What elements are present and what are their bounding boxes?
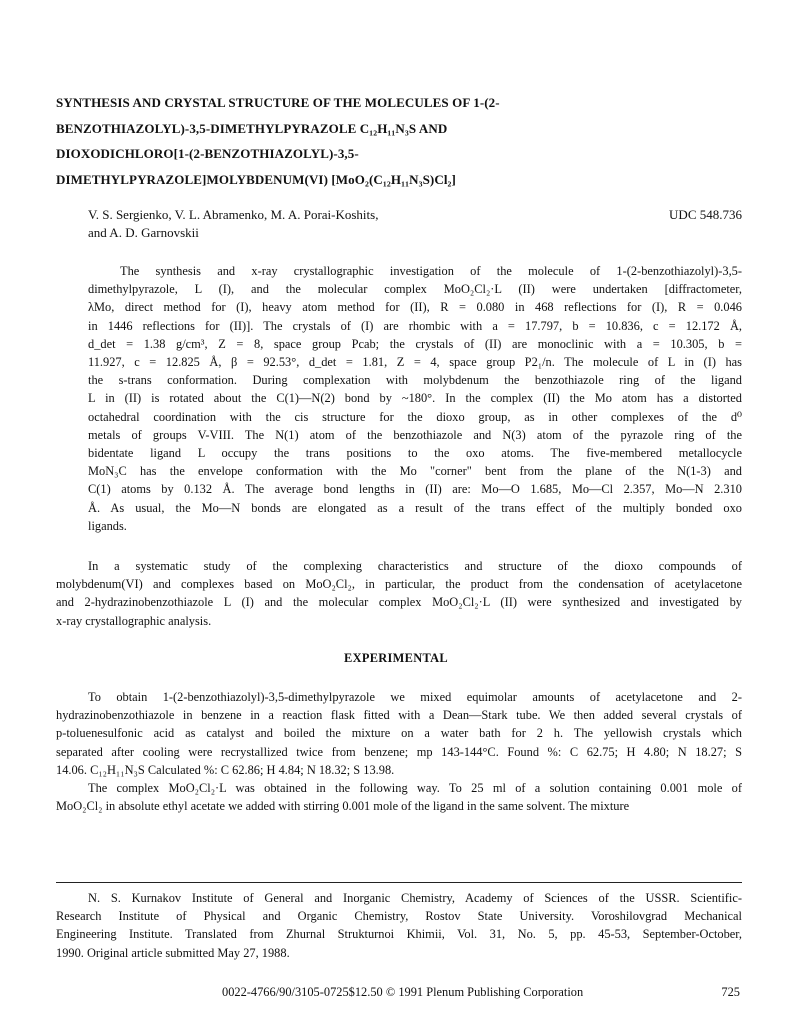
author-list xyxy=(88,206,378,242)
footnote-line: Research Institute of Physical and Organic Chemistry, Rostov State University. Voroshilovgrad Mechanical xyxy=(56,909,742,924)
abstract-line: λMo, direct method for (I), heavy atom method for (II), R = 0.080 in 468 reflections for (I), R = 0.046 xyxy=(88,300,742,315)
experimental-text xyxy=(56,688,742,815)
body-line: In a systematic study of the complexing characteristics and structure of the dioxo compounds of xyxy=(88,559,742,573)
body-line: and 2-hydrazinobenzothiazole L (I) and the molecular complex MoO₂Cl₂·L (II) were synthesized and investigated by xyxy=(56,595,742,610)
footnote xyxy=(56,889,742,962)
abstract-line: the s-trans conformation. During complexation with molybdenum the benzothiazole ring of the ligand xyxy=(88,373,742,388)
abstract-line: L in (II) is rotated about the C(1)—N(2) bond by ~180°. In the complex (II) the Mo atom has a distorted xyxy=(88,391,742,406)
abstract-line: MoN₃C has the envelope conformation with the Mo "corner" bent from the plane of the N(1-3) and xyxy=(88,464,742,479)
abstract-line: metals of groups V-VIII. The N(1) atom of the benzothiazole and N(3) atom of the pyrazole ring of the xyxy=(88,427,742,442)
issn-copyright: 0022-4766/90/3105-0725$12.50 © 1991 Plenum Publishing Corporation xyxy=(222,985,584,999)
title-line: DIMETHYLPYRAZOLE]MOLYBDENUM(VI) [MoO₂(C₁₂H₁₁N₃S)Cl₂] xyxy=(56,171,456,187)
article-title xyxy=(56,90,746,192)
body-line: molybdenum(VI) and complexes based on MoO₂Cl₂, in particular, the product from the condensation of acetylacetone xyxy=(56,577,742,592)
author-line: and A. D. Garnovskii xyxy=(88,225,199,240)
footnote-line: 1990. Original article submitted May 27, 1988. xyxy=(56,945,290,960)
title-line: DIOXODICHLORO[1-(2-BENZOTHIAZOLYL)-3,5- xyxy=(56,146,359,161)
intro-paragraph xyxy=(56,557,742,630)
footnote-line: N. S. Kurnakov Institute of General and Inorganic Chemistry, Academy of Sciences of the USSR. Scientific- xyxy=(88,891,742,905)
body-line: x-ray crystallographic analysis. xyxy=(56,613,212,628)
body-line: p-toluenesulfonic acid as catalyst and boiled the mixture on a water bath for 2 h. The yellowish crystals which xyxy=(56,726,742,741)
abstract-line: 11.927, c = 12.825 Å, β = 92.53°, d_det = 1.81, Z = 4, space group P2₁/n. The molecule of L in (I) has xyxy=(88,355,742,370)
body-line: hydrazinobenzothiazole in benzene in a reaction flask fitted with a Dean—Stark tube. We then added several crystals of xyxy=(56,708,742,723)
abstract-line: octahedral coordination with the cis structure for the dioxo group, as in other complexes of the d⁰ xyxy=(88,409,742,424)
abstract-line: The synthesis and x-ray crystallographic investigation of the molecule of 1-(2-benzothiazolyl)-3,5- xyxy=(120,264,742,278)
page-number: 725 xyxy=(721,985,740,999)
body-line: To obtain 1-(2-benzothiazolyl)-3,5-dimethylpyrazole we mixed equimolar amounts of acetylacetone and 2- xyxy=(88,690,742,704)
title-line: SYNTHESIS AND CRYSTAL STRUCTURE OF THE MOLECULES OF 1-(2- xyxy=(56,95,500,110)
abstract-line: C(1) atoms by 0.132 Å. The average bond lengths in (II) are: Mo—O 1.685, Mo—Cl 2.357, Mo—N 2.310 xyxy=(88,482,742,497)
abstract-line: ligands. xyxy=(88,518,127,533)
abstract-line: bidentate ligand L occupy the trans positions to the oxo atoms. The five-membered metallocycle xyxy=(88,446,742,461)
abstract-line: d_det = 1.38 g/cm³, Z = 8, space group Pcab; the crystals of (II) are monoclinic with a = 10.305, b = xyxy=(88,336,742,351)
author-line: V. S. Sergienko, V. L. Abramenko, M. A. Porai-Koshits, xyxy=(88,207,379,222)
body-line: MoO₂Cl₂ in absolute ethyl acetate we added with stirring 0.001 mole of the ligand in the same solvent. The mixture xyxy=(56,799,630,814)
footnote-divider xyxy=(56,882,742,883)
abstract-line: Å. As usual, the Mo—N bonds are elongated as a result of the trans effect of the multiply bonded oxo xyxy=(88,500,742,515)
title-line: BENZOTHIAZOLYL)-3,5-DIMETHYLPYRAZOLE C₁₂H₁₁N₃S AND xyxy=(56,120,448,136)
section-heading: EXPERIMENTAL xyxy=(344,651,448,665)
udc-code: UDC 548.736 xyxy=(669,207,742,222)
abstract xyxy=(88,262,742,535)
body-line: 14.06. C₁₂H₁₁N₃S Calculated %: C 62.86; H 4.84; N 18.32; S 13.98. xyxy=(56,762,395,777)
body-line: The complex MoO₂Cl₂·L was obtained in the following way. To 25 ml of a solution containing 0.001 mole of xyxy=(88,781,742,796)
abstract-line: dimethylpyrazole, L (I), and the molecular complex MoO₂Cl₂·L (II) were undertaken [diffractometer, xyxy=(88,282,742,297)
abstract-line: in 1446 reflections for (II)]. The crystals of (I) are rhombic with a = 17.797, b = 10.836, c = 12.172 Å, xyxy=(88,318,742,333)
footnote-line: Engineering Institute. Translated from Zhurnal Strukturnoi Khimii, Vol. 31, No. 5, pp. 45-53, September-October, xyxy=(56,927,742,942)
body-line: separated after cooling were recrystallized twice from benzene; mp 143-144°C. Found %: C 62.75; H 4.80; N 18.27; S xyxy=(56,744,742,759)
